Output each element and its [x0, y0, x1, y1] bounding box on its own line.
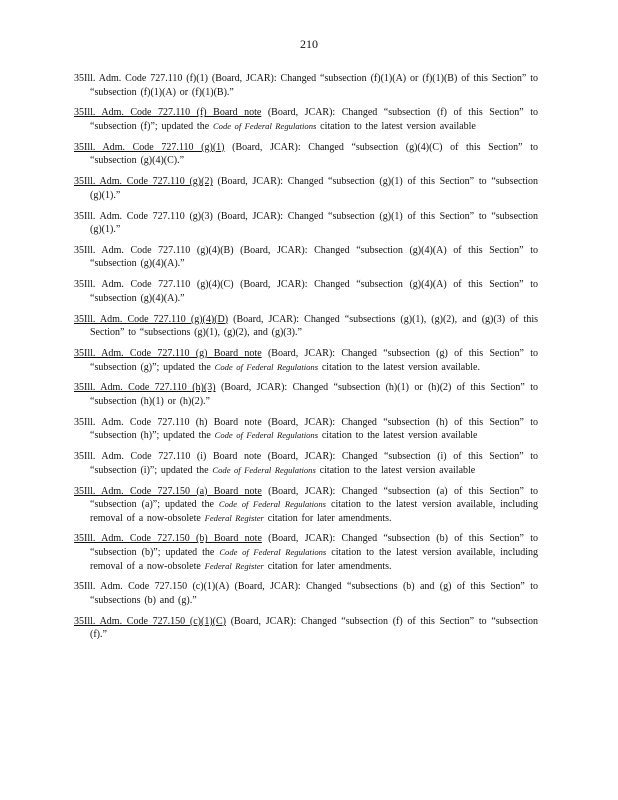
citation: 35Ill. Adm. Code 727.110 (g)(4)(C): [74, 279, 234, 291]
citation: 35Ill. Adm. Code 727.150 (c)(1)(C): [74, 615, 226, 627]
entry-text: (Board, JCAR): Changed “subsections (b) and (g) of this Section” to “subsections (b) and (g).”: [90, 581, 538, 607]
entry-text: (Board, JCAR): Changed “subsection (g)(4)(A) of this Section” to “subsection (g)(4)(A).”: [90, 279, 538, 304]
errata-entry: [74, 313, 538, 340]
publication-title: Code of Federal Regulations: [212, 120, 317, 131]
citation: 35Ill. Adm. Code 727.150 (b) Board note: [74, 533, 262, 545]
entry-text: citation for later amendments.: [263, 560, 392, 572]
entry-text: (Board, JCAR): Changed “subsection (g)(1) of this Section” to “subsection (g)(1).”: [90, 176, 538, 201]
entry-text: (Board, JCAR): Changed “subsection (b) of this Section” to “subsection (b)”; updated the: [90, 533, 539, 559]
citation: 35Ill. Adm. Code 727.110 (g)(1): [74, 141, 225, 153]
publication-title: Code of Federal Regulations: [214, 430, 319, 441]
errata-entry: [74, 72, 538, 99]
citation: 35Ill. Adm. Code 727.110 (i) Board note: [74, 451, 262, 463]
citation: 35Ill. Adm. Code 727.110 (h) Board note: [74, 416, 262, 428]
errata-entry: [74, 210, 538, 237]
entry-text: citation to the latest version available: [318, 430, 478, 442]
errata-entry: [74, 532, 538, 573]
citation: 35Ill. Adm. Code 727.110 (f)(1): [74, 73, 208, 84]
errata-entry: [74, 485, 538, 526]
entry-text: (Board, JCAR): Changed “subsection (f)(1)(A) or (f)(1)(B) of this Section” to “subsection (f)(1)(A) or (f)(1)(B).”: [90, 73, 538, 98]
errata-entry: [74, 580, 538, 607]
entry-text: (Board, JCAR): Changed “subsections (g)(1), (g)(2), and (g)(3) of this Section” to “subsections (g)(1), (g)(2), and (g)(3).”: [90, 313, 538, 339]
errata-entry: [74, 141, 538, 168]
citation: 35Ill. Adm. Code 727.110 (h)(3): [74, 382, 216, 394]
citation: 35Ill. Adm. Code 727.110 (g)(4)(B): [74, 244, 234, 256]
citation: 35Ill. Adm. Code 727.150 (a) Board note: [74, 485, 262, 497]
errata-entry: [74, 615, 538, 642]
entry-text: (Board, JCAR): Changed “subsection (i) of this Section” to “subsection (i)”; updated the: [90, 451, 538, 476]
entry-text: citation to the latest version available, including removal of a now-obsolete: [90, 499, 538, 524]
errata-list: [74, 72, 538, 649]
citation: 35Ill. Adm. Code 727.110 (g)(4)(D): [74, 313, 229, 325]
entry-text: (Board, JCAR): Changed “subsection (f) of this Section” to “subsection (f).”: [90, 615, 539, 641]
errata-entry: [74, 278, 538, 305]
entry-text: (Board, JCAR): Changed “subsection (a) of this Section” to “subsection (a)”; updated the: [90, 485, 539, 511]
entry-text: citation to the latest version available: [316, 120, 476, 132]
errata-entry: [74, 381, 538, 408]
errata-entry: [74, 175, 538, 202]
entry-text: (Board, JCAR): Changed “subsection (f) of this Section” to “subsection (f)”; updated the: [90, 107, 538, 132]
errata-entry: [74, 244, 538, 271]
entry-text: (Board, JCAR): Changed “subsection (g)(4)(A) of this Section” to “subsection (g)(4)(A).”: [90, 244, 538, 270]
entry-text: (Board, JCAR): Changed “subsection (g)(4)(C) of this Section” to “subsection (g)(4)(C).”: [90, 141, 539, 167]
entry-text: citation to the latest version available.: [318, 361, 480, 373]
citation: 35Ill. Adm. Code 727.110 (g) Board note: [74, 348, 262, 359]
citation: 35Ill. Adm. Code 727.110 (g)(3): [74, 210, 213, 222]
publication-title: Code of Federal Regulations: [219, 547, 327, 558]
entry-text: citation for later amendments.: [263, 512, 392, 524]
entry-text: (Board, JCAR): Changed “subsection (h) of this Section” to “subsection (h)”; updated the: [90, 416, 538, 442]
citation: 35Ill. Adm. Code 727.150 (c)(1)(A): [74, 581, 230, 593]
publication-title: Code of Federal Regulations: [214, 361, 319, 372]
citation: 35Ill. Adm. Code 727.110 (f) Board note: [74, 107, 262, 119]
errata-entry: [74, 347, 538, 374]
errata-entry: [74, 416, 538, 443]
publication-title: Federal Register: [204, 512, 264, 523]
publication-title: Federal Register: [204, 560, 264, 571]
entry-text: (Board, JCAR): Changed “subsection (h)(1) or (h)(2) of this Section” to “subsection (h)(1) or (h)(2).”: [90, 382, 539, 407]
publication-title: Code of Federal Regulations: [212, 464, 316, 475]
publication-title: Code of Federal Regulations: [218, 499, 326, 510]
entry-text: citation to the latest version available: [315, 464, 476, 476]
errata-entry: [74, 450, 538, 477]
entry-text: (Board, JCAR): Changed “subsection (g)(1) of this Section” to “subsection (g)(1).”: [90, 210, 538, 236]
citation: 35Ill. Adm. Code 727.110 (g)(2): [74, 176, 213, 188]
errata-entry: [74, 106, 538, 133]
page-number: 210: [300, 37, 318, 51]
entry-text: citation to the latest version available, including removal of a now-obsolete: [90, 547, 538, 572]
entry-text: (Board, JCAR): Changed “subsection (g) of this Section” to “subsection (g)”; updated the: [90, 348, 538, 373]
